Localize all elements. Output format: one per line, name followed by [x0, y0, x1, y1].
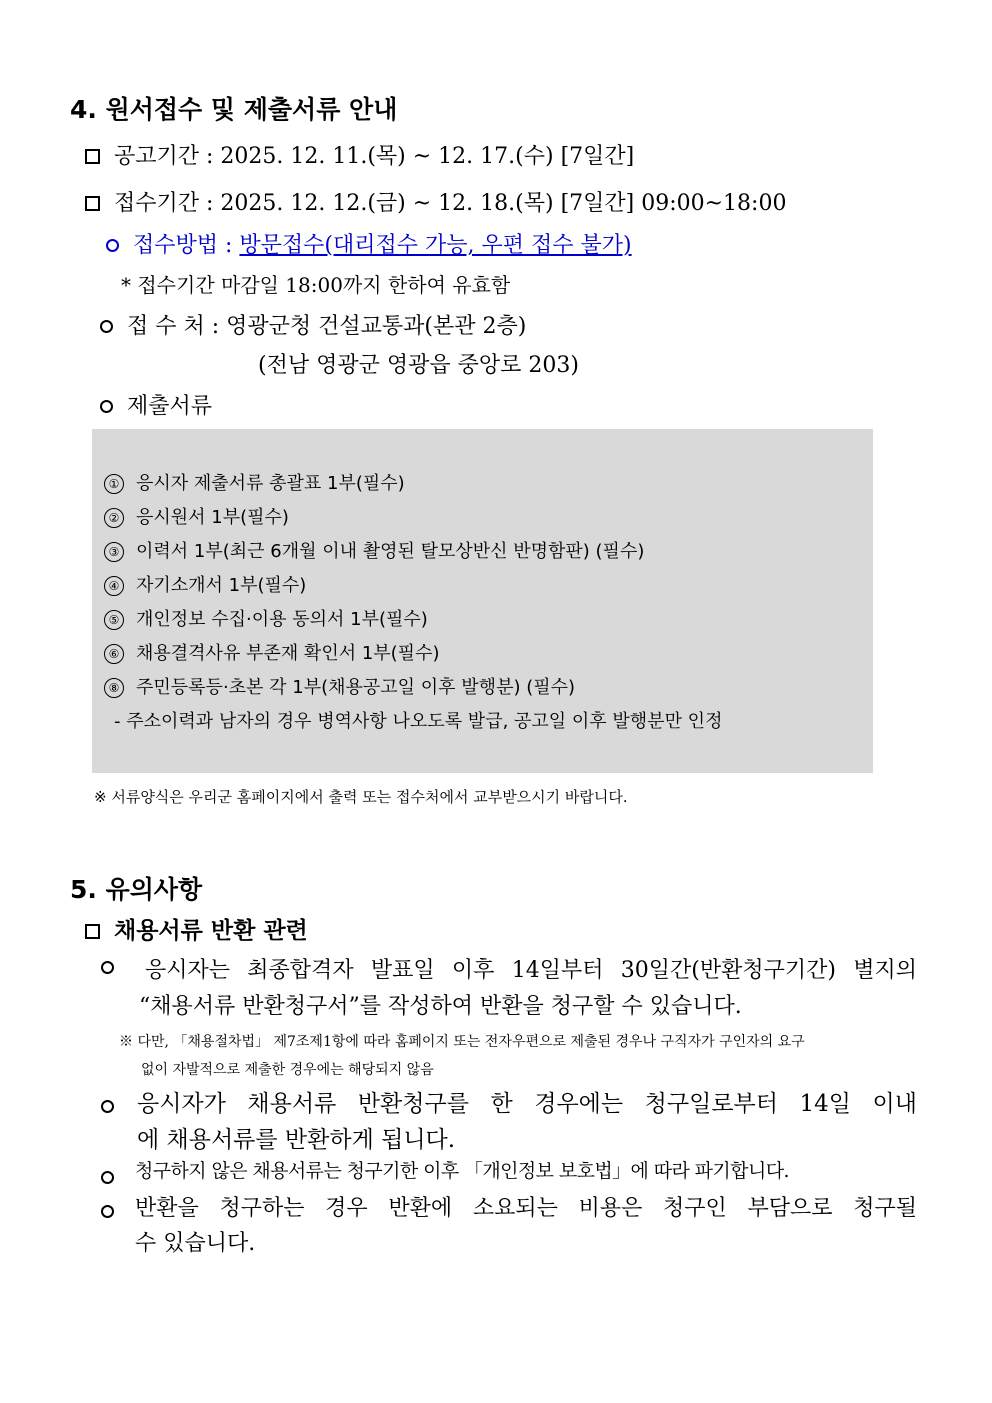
receipt-place-line	[100, 309, 526, 340]
item-3-text: 청구하지 않은 채용서류는 청구기한 이후 「개인정보 보호법」에 따라 파기합니다.	[135, 1160, 789, 1182]
document-text: 이력서 1부(최근 6개월 이내 촬영된 탈모상반신 반명함판) (필수)	[136, 541, 645, 562]
submit-docs-label: 제출서류	[127, 394, 213, 419]
item-4-line-1: 반환을 청구하는 경우 반환에 소요되는 비용은 청구인 부담으로 청구될	[135, 1196, 917, 1221]
circle-bullet-icon	[100, 400, 113, 413]
receipt-period-line	[85, 186, 786, 217]
document-text: 자기소개서 1부(필수)	[136, 575, 307, 596]
document-number: ②	[104, 508, 124, 528]
document-number: ⑧	[104, 678, 124, 698]
document-item	[104, 673, 575, 699]
form-note: ※ 서류양식은 우리군 홈페이지에서 출력 또는 접수처에서 교부받으시기 바랍니다.	[94, 788, 628, 806]
receipt-method-label: 접수방법 :	[133, 233, 233, 258]
receipt-method-line	[106, 228, 632, 259]
return-subtitle-line	[85, 912, 308, 945]
document-number: ③	[104, 542, 124, 562]
circle-bullet-icon	[101, 1100, 114, 1113]
document-number: ⑥	[104, 644, 124, 664]
document-number: ⑤	[104, 610, 124, 630]
document-text: 채용결격사유 부존재 확인서 1부(필수)	[136, 643, 440, 664]
bullet-3	[101, 1165, 128, 1190]
receipt-place-address: (전남 영광군 영광읍 중앙로 203)	[258, 353, 579, 378]
receipt-method-value: 방문접수(대리접수 가능, 우편 접수 불가)	[239, 233, 632, 258]
receipt-period-text: 접수기간 : 2025. 12. 12.(금) ~ 12. 18.(목) [7일간] 09:00~18:00	[114, 191, 787, 216]
document-text: 개인정보 수집·이용 동의서 1부(필수)	[136, 609, 428, 630]
document-number: ④	[104, 576, 124, 596]
item-2-line-2: 에 채용서류를 반환하게 됩니다.	[137, 1127, 456, 1153]
circle-bullet-icon	[101, 961, 114, 974]
notice-period-text: 공고기간 : 2025. 12. 11.(목) ~ 12. 17.(수) [7일간]	[114, 144, 635, 169]
bullet-1	[101, 955, 128, 980]
document-item	[104, 537, 644, 563]
checkbox-square-icon	[85, 149, 100, 164]
checkbox-square-icon	[85, 924, 100, 939]
bullet-2	[101, 1094, 128, 1119]
item-1-line-1: 응시자는 최종합격자 발표일 이후 14일부터 30일간(반환청구기간) 별지의	[145, 958, 917, 983]
bullet-4	[101, 1199, 128, 1224]
document-item	[104, 571, 306, 597]
section-4-title: 4. 원서접수 및 제출서류 안내	[70, 95, 398, 124]
circle-bullet-icon	[100, 320, 113, 333]
document-text: 주민등록등·초본 각 1부(채용공고일 이후 발행분) (필수)	[136, 677, 576, 698]
document-item	[104, 469, 405, 495]
item-2-line-1: 응시자가 채용서류 반환청구를 한 경우에는 청구일로부터 14일 이내	[137, 1091, 917, 1117]
item-1-note-line-2: 없이 자발적으로 제출한 경우에는 해당되지 않음	[141, 1062, 434, 1078]
receipt-place-value: 영광군청 건설교통과(본관 2층)	[226, 314, 527, 339]
section-5-title: 5. 유의사항	[70, 875, 203, 904]
document-item	[104, 639, 439, 665]
return-subtitle: 채용서류 반환 관련	[114, 918, 308, 944]
document-item	[104, 605, 428, 631]
deadline-note: * 접수기간 마감일 18:00까지 한하여 유효함	[121, 273, 511, 297]
circle-bullet-icon	[101, 1205, 114, 1218]
document-number: ①	[104, 474, 124, 494]
item-4-line-2: 수 있습니다.	[135, 1231, 256, 1256]
document-item	[104, 503, 289, 529]
checkbox-square-icon	[85, 196, 100, 211]
circle-bullet-icon	[106, 239, 119, 252]
document-text: 응시자 제출서류 총괄표 1부(필수)	[136, 473, 405, 494]
notice-period-line	[85, 139, 634, 170]
receipt-place-label: 접 수 처 :	[127, 314, 220, 339]
circle-bullet-icon	[101, 1171, 114, 1184]
documents-subnote: - 주소이력과 남자의 경우 병역사항 나오도록 발급, 공고일 이후 발행분만 인정	[114, 711, 723, 732]
document-text: 응시원서 1부(필수)	[136, 507, 289, 528]
item-1-line-2: “채용서류 반환청구서”를 작성하여 반환을 청구할 수 있습니다.	[139, 994, 742, 1019]
item-1-note-line-1: ※ 다만, 「채용절차법」 제7조제1항에 따라 홈페이지 또는 전자우편으로 제출된 경우나 구직자가 구인자의 요구	[119, 1034, 805, 1050]
submit-docs-line	[100, 389, 212, 420]
